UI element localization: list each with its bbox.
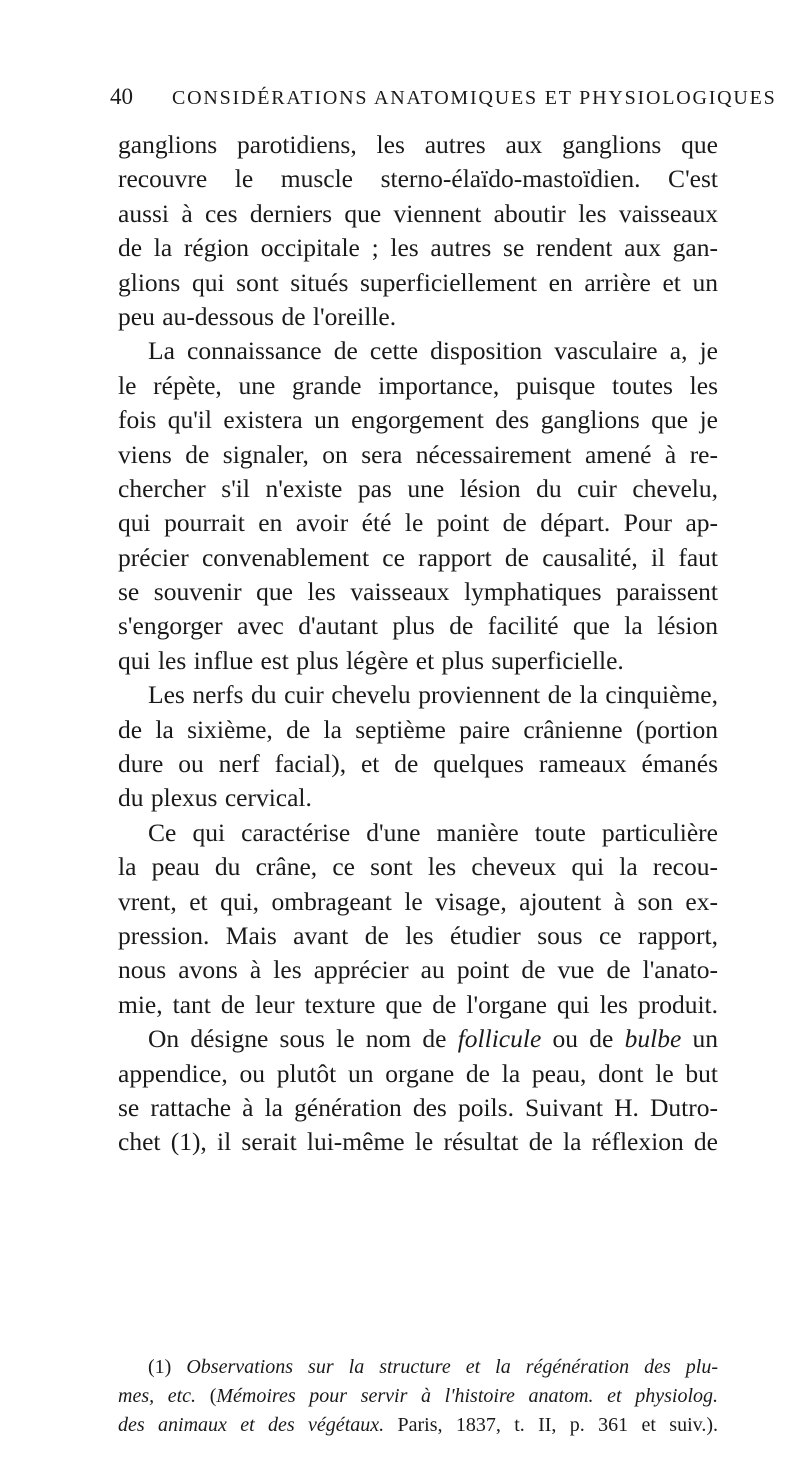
- text-line: précier convenablement ce rapport de causalité, il faut: [118, 542, 718, 572]
- text-line: pression. Mais avant de les étudier sous ce rapport,: [118, 920, 718, 950]
- footnote-imprint: Paris, 1837, t. II, p. 361 et suiv.).: [397, 1414, 718, 1436]
- text-line: se souvenir que les vaisseaux lymphatiques paraissent: [118, 577, 718, 607]
- text-line: de la région occipitale ; les autres se rendent aux gan-: [118, 233, 718, 263]
- footnote: [118, 1353, 718, 1440]
- text-line: du plexus cervical.: [118, 783, 312, 813]
- footnote-line: [118, 1411, 718, 1440]
- footnote-marker: (1): [148, 1356, 172, 1378]
- text-line: qui les influe est plus légère et plus superficielle.: [118, 645, 624, 675]
- footnote-series: Mémoires pour servir à l'histoire anatom. et physiolog.: [216, 1385, 719, 1407]
- footnote-title-cont: mes, etc.: [118, 1385, 197, 1407]
- paragraph-start-line: Ce qui caractérise d'une manière toute particulière: [148, 817, 718, 847]
- text-line: peu au-dessous de l'oreille.: [118, 301, 397, 331]
- text-line: dure ou nerf facial), et de quelques rameaux émanés: [118, 749, 718, 779]
- paragraph-start-line: [118, 1022, 718, 1056]
- text-line: le répète, une grande importance, puisque toutes les: [118, 370, 718, 400]
- text-line: ganglions parotidiens, les autres aux ganglions que: [118, 130, 718, 159]
- main-text: [118, 128, 718, 1160]
- running-title: CONSIDÉRATIONS ANATOMIQUES ET PHYSIOLOGIQUES: [172, 87, 777, 109]
- text-line: vrent, et qui, ombrageant le visage, ajoutent à son ex-: [118, 886, 718, 916]
- text-line: chercher s'il n'existe pas une lésion du cuir chevelu,: [118, 473, 718, 503]
- text-line: appendice, ou plutôt un organe de la peau, dont le but: [118, 1058, 718, 1088]
- running-head: [110, 84, 777, 114]
- text-line: la peau du crâne, ce sont les cheveux qui la recou-: [118, 852, 718, 882]
- text-line: recouvre le muscle sterno-élaïdo-mastoïdien. C'est: [118, 164, 718, 194]
- text-run: ou de: [552, 1024, 614, 1054]
- text-line: de la sixième, de la septième paire crânienne (portion: [118, 714, 718, 744]
- text-line: s'engorger avec d'autant plus de facilité que la lésion: [118, 611, 718, 641]
- italic-term-follicule: follicule: [457, 1024, 542, 1054]
- footnote-line: [118, 1382, 718, 1411]
- italic-term-bulbe: bulbe: [624, 1024, 682, 1054]
- footnote-line: [118, 1353, 718, 1382]
- text-run: un: [692, 1024, 719, 1054]
- text-line: glions qui sont situés superficiellement en arrière et un: [118, 267, 718, 297]
- paragraph-start-line: Les nerfs du cuir chevelu proviennent de la cinquième,: [148, 680, 718, 710]
- text-line: nous avons à les apprécier au point de vue de l'anato-: [118, 955, 718, 985]
- text-line: se rattache à la génération des poils. Suivant H. Dutro-: [118, 1092, 718, 1122]
- paragraph-start-line: La connaissance de cette disposition vasculaire a, je: [148, 336, 718, 366]
- text-line: qui pourrait en avoir été le point de départ. Pour ap-: [118, 508, 718, 538]
- text-run: On désigne sous le nom de: [148, 1024, 447, 1054]
- footnote-paren: (: [209, 1385, 217, 1407]
- text-line: viens de signaler, on sera nécessairement amené à re-: [118, 439, 718, 469]
- footnote-series-cont: des animaux et des végétaux.: [118, 1414, 385, 1436]
- text-line: aussi à ces derniers que viennent aboutir les vaisseaux: [118, 198, 718, 228]
- text-line: mie, tant de leur texture que de l'organe qui les produit.: [118, 989, 718, 1019]
- page-number: 40: [110, 84, 133, 109]
- text-line: fois qu'il existera un engorgement des ganglions que je: [118, 405, 718, 435]
- text-line: chet (1), il serait lui-même le résultat de la réflexion de: [118, 1127, 718, 1157]
- footnote-title: Observations sur la structure et la régénération des plu-: [186, 1356, 719, 1378]
